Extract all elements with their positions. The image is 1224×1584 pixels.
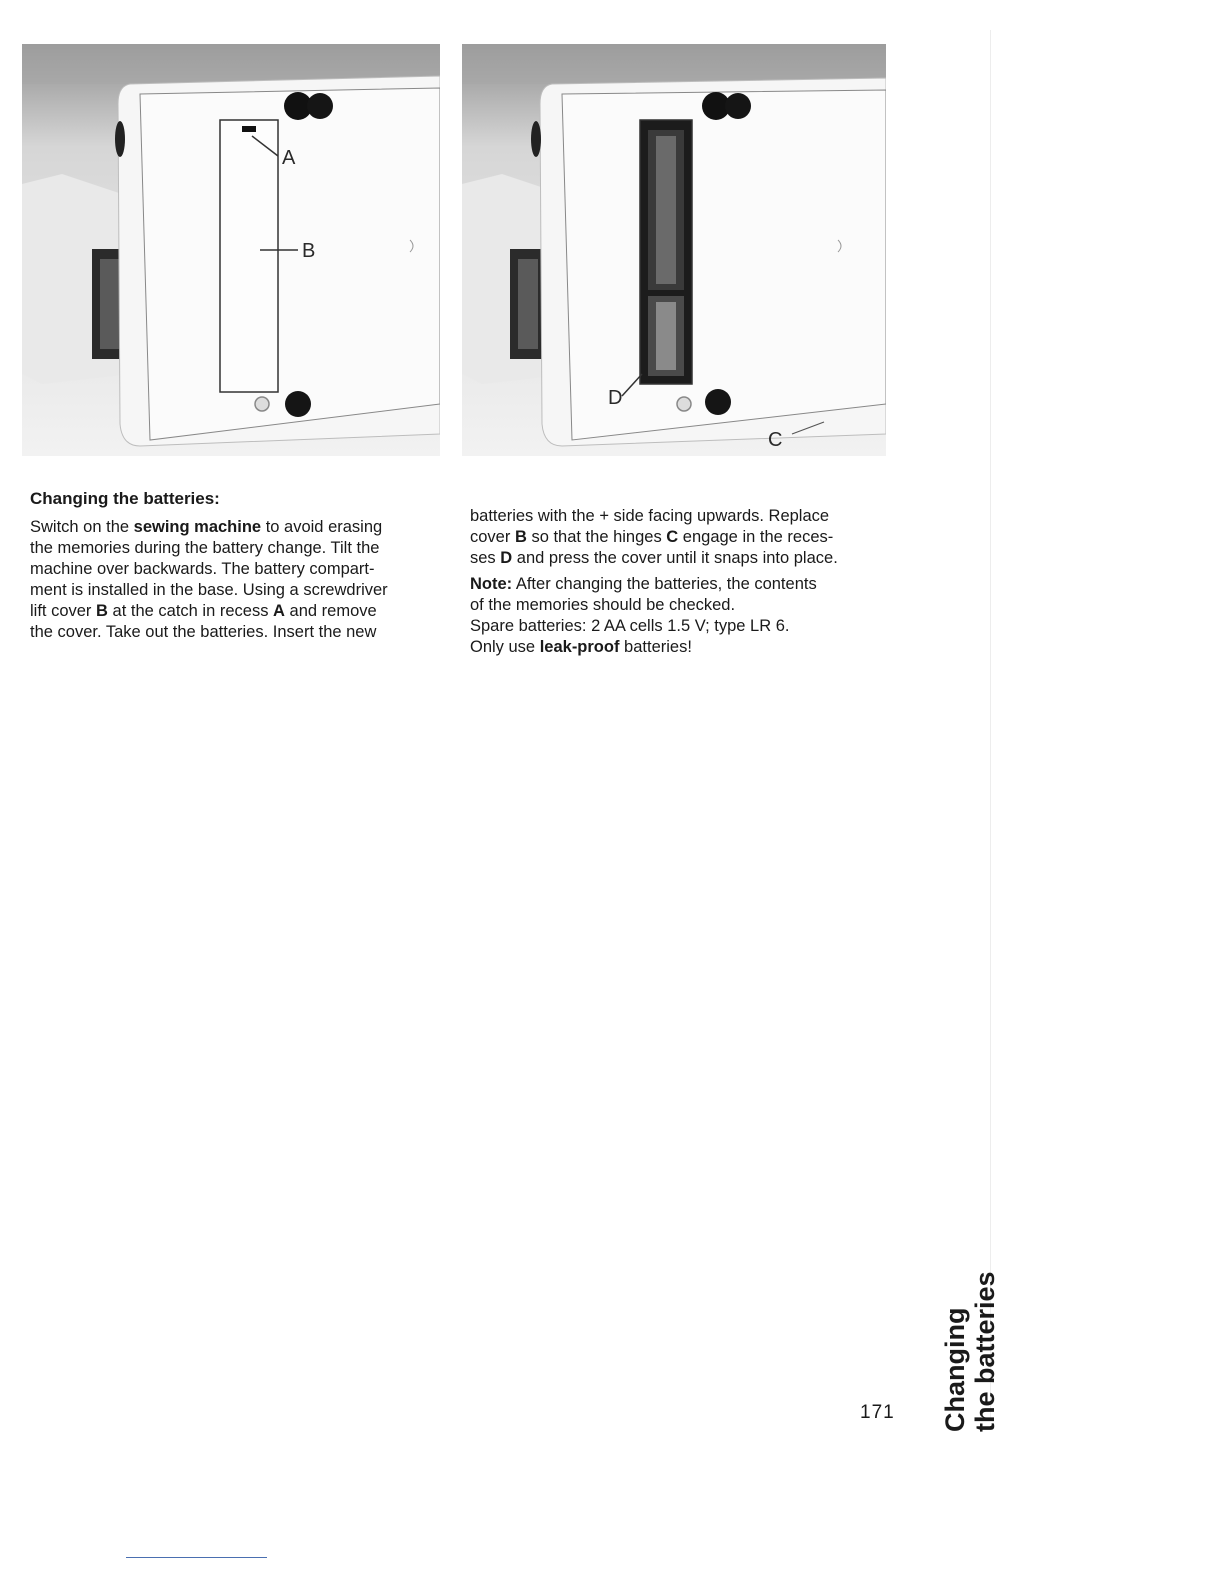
emphasis-term: C bbox=[666, 528, 679, 546]
emphasis-term: B bbox=[514, 528, 527, 546]
right-line-3 bbox=[470, 548, 894, 569]
emphasis-term: A bbox=[273, 602, 285, 620]
emphasis-term: leak-proof bbox=[539, 638, 620, 656]
footer-rule bbox=[126, 1557, 267, 1558]
instructions-left-column bbox=[30, 488, 440, 643]
side-section-title bbox=[940, 1271, 1000, 1432]
text-run: lift cover bbox=[30, 602, 97, 620]
leak-proof-line bbox=[470, 637, 894, 658]
section-heading: Changing the batteries: bbox=[30, 489, 220, 508]
left-line-4: ment is installed in the base. Using a screwdriver bbox=[30, 581, 388, 599]
callout-b: B bbox=[302, 240, 316, 262]
text-run: After changing the batteries, the contents bbox=[512, 575, 817, 593]
photo-compartment-open bbox=[462, 44, 886, 456]
left-line-6: the cover. Take out the batteries. Insert the new bbox=[30, 623, 377, 641]
page-number: 171 bbox=[860, 1402, 895, 1423]
text-run: so that the hinges bbox=[526, 528, 667, 546]
text-run: at the catch in recess bbox=[107, 602, 274, 620]
left-line-1 bbox=[30, 517, 440, 538]
left-line-5 bbox=[30, 601, 440, 622]
side-title-line-1: Changing bbox=[940, 1307, 970, 1432]
text-run: to avoid erasing bbox=[261, 518, 383, 536]
emphasis-term: B bbox=[96, 602, 108, 620]
text-run: Only use bbox=[470, 638, 540, 656]
emphasis-term: D bbox=[500, 549, 513, 567]
text-run: batteries! bbox=[619, 638, 692, 656]
callout-c: C bbox=[768, 429, 783, 451]
photo-cover-closed bbox=[22, 44, 440, 456]
text-run: ses bbox=[470, 549, 501, 567]
callout-a: A bbox=[282, 147, 296, 169]
text-run: and press the cover until it snaps into place. bbox=[512, 549, 838, 567]
spare-batteries-line: Spare batteries: 2 AA cells 1.5 V; type LR 6. bbox=[470, 617, 790, 635]
photo-compartment-open-drawing bbox=[462, 44, 886, 456]
page-edge-shadow bbox=[990, 30, 991, 1420]
photo-cover-closed-drawing bbox=[22, 44, 440, 456]
note-label: Note: bbox=[470, 575, 513, 593]
side-title-line-2: the batteries bbox=[970, 1271, 1000, 1432]
right-line-1: batteries with the + side facing upwards. Replace bbox=[470, 507, 830, 525]
right-line-2 bbox=[470, 527, 894, 548]
text-run: Switch on the bbox=[30, 518, 134, 536]
note-line-2: of the memories should be checked. bbox=[470, 596, 736, 614]
text-run: engage in the reces- bbox=[678, 528, 834, 546]
left-line-3: machine over backwards. The battery compart- bbox=[30, 560, 375, 578]
text-run: and remove bbox=[284, 602, 377, 620]
instructions-right-column bbox=[470, 506, 894, 658]
emphasis-term: sewing machine bbox=[133, 518, 262, 536]
text-run: cover bbox=[470, 528, 515, 546]
left-line-2: the memories during the battery change. Tilt the bbox=[30, 539, 380, 557]
callout-d: D bbox=[608, 387, 623, 409]
note-line-1 bbox=[470, 574, 894, 595]
